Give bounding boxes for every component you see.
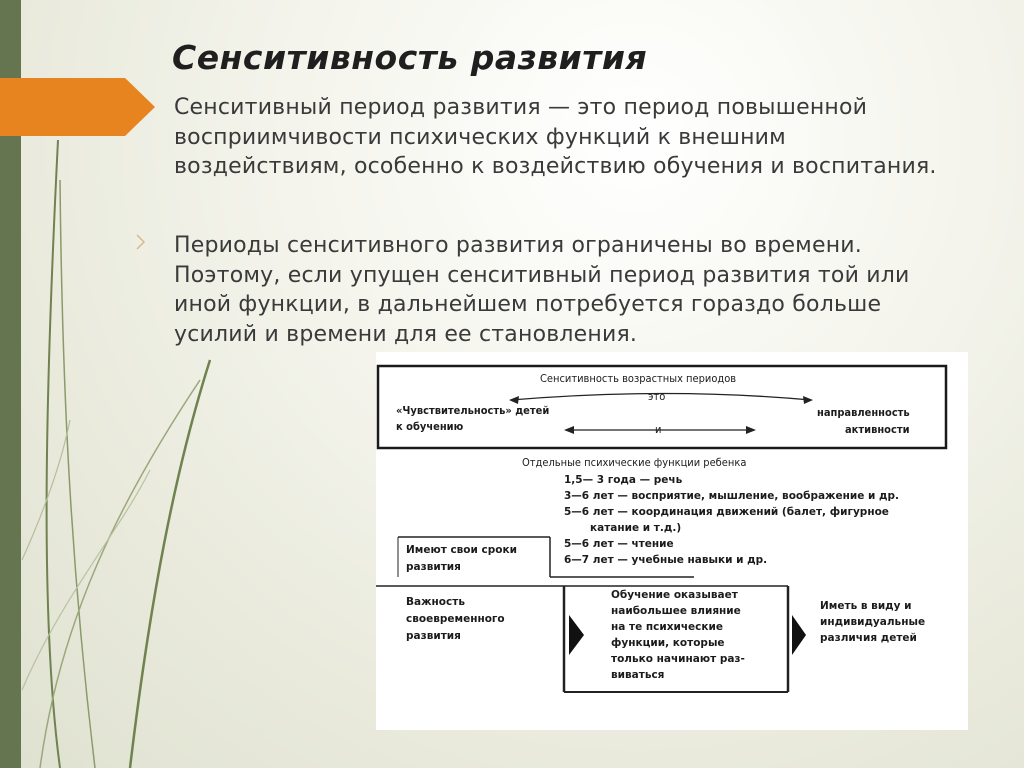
slide-title: Сенситивность развития bbox=[172, 38, 648, 77]
diagram-function-item: 6—7 лет — учебные навыки и др. bbox=[564, 554, 768, 566]
definition-paragraph: Сенситивный период развития — это период повышенной восприимчивости психических функций к внешним воздействиям, особенно к воздействию обучения и воспитания. bbox=[174, 95, 937, 179]
diagram-function-item: катание и т.д.) bbox=[590, 522, 682, 534]
diagram-function-item: 1,5— 3 года — речь bbox=[564, 474, 683, 486]
diagram-learning-line: только начинают раз- bbox=[611, 653, 745, 665]
diagram-learning-line: Обучение оказывает bbox=[611, 589, 738, 601]
diagram-right-label-line1: направленность bbox=[817, 406, 910, 419]
diagram-header-title: Сенситивность возрастных периодов bbox=[540, 372, 737, 385]
diagram-right-label-line2: активности bbox=[845, 423, 910, 436]
diagram-consider-line: Иметь в виду и bbox=[820, 600, 912, 612]
diagram-terms-line1: Имеют свои сроки bbox=[406, 544, 517, 556]
diagram-function-item: 3—6 лет — восприятие, мышление, воображение и др. bbox=[564, 490, 900, 502]
diagram-learning-line: функции, которые bbox=[611, 637, 725, 649]
diagram-i-label: и bbox=[655, 423, 662, 436]
diagram-header-eto: это bbox=[648, 390, 666, 403]
diagram-functions-title: Отдельные психические функции ребенка bbox=[522, 456, 747, 469]
diagram-consider-line: различия детей bbox=[820, 632, 917, 644]
diagram-importance-line2: своевременного bbox=[406, 613, 505, 625]
diagram-function-item: 5—6 лет — чтение bbox=[564, 538, 674, 550]
diagram-learning-line: виваться bbox=[611, 669, 665, 681]
diagram-importance-line1: Важность bbox=[406, 596, 465, 608]
diagram-learning-line: наибольшее влияние bbox=[611, 605, 741, 617]
diagram-left-label-line1: «Чувствительность» детей bbox=[396, 404, 550, 417]
diagram-learning-line: на те психические bbox=[611, 621, 723, 633]
diagram-terms-line2: развития bbox=[406, 561, 461, 573]
diagram-importance-line3: развития bbox=[406, 630, 461, 642]
sensitivity-diagram bbox=[376, 352, 968, 730]
bullet-icon bbox=[135, 233, 147, 251]
diagram-consider-line: индивидуальные bbox=[820, 616, 926, 628]
periods-paragraph: Периоды сенситивного развития ограничены во времени. Поэтому, если упущен сенситивный период развития той или иной функции, в дальнейшем потребуется гораздо больше усилий и времени для ее становления. bbox=[174, 233, 910, 347]
orange-accent-arrow bbox=[0, 78, 155, 136]
diagram-function-item: 5—6 лет — координация движений (балет, фигурное bbox=[564, 506, 889, 518]
diagram-left-label-line2: к обучению bbox=[396, 420, 464, 433]
